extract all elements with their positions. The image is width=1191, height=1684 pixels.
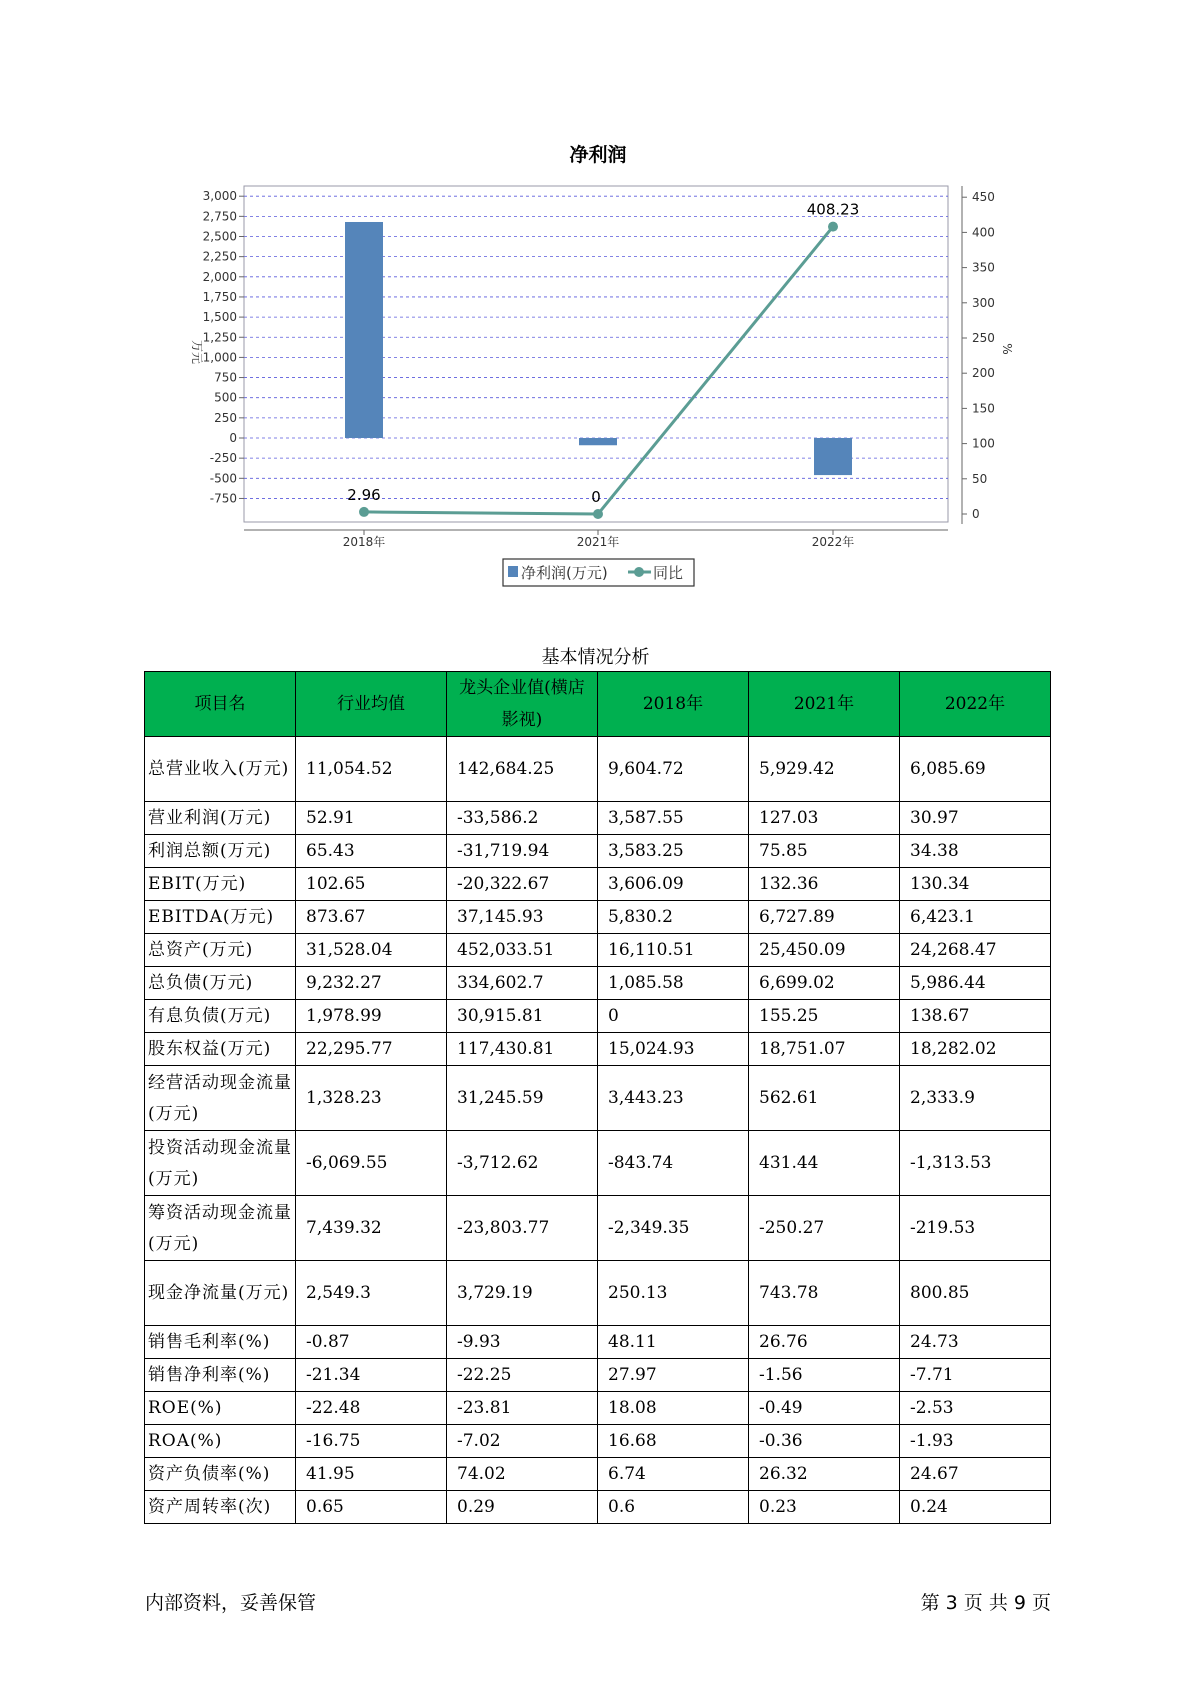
table-cell: -33,586.2	[447, 802, 598, 835]
bar	[814, 438, 852, 475]
row-label: 总营业收入(万元)	[145, 737, 296, 802]
table-cell: 5,830.2	[598, 901, 749, 934]
table-cell: 743.78	[749, 1261, 900, 1326]
row-label: ROE(%)	[145, 1392, 296, 1425]
table-cell: 452,033.51	[447, 934, 598, 967]
table-cell: 31,245.59	[447, 1066, 598, 1131]
x-tick-label: 2021年	[576, 535, 620, 549]
column-header: 2021年	[749, 672, 900, 737]
table-cell: 24.73	[900, 1326, 1051, 1359]
legend-bar-swatch	[508, 566, 518, 577]
table-cell: 142,684.25	[447, 737, 598, 802]
table-row	[145, 1491, 1051, 1524]
y-right-tick-label: 150	[972, 401, 995, 416]
y-left-tick-label: 2,000	[202, 269, 237, 284]
legend-line-label: 同比	[653, 564, 684, 582]
y-left-tick-label: 2,750	[202, 209, 237, 224]
table-cell: 6,699.02	[749, 967, 900, 1000]
table-row	[145, 1033, 1051, 1066]
chart-legend	[503, 559, 694, 586]
table-cell: 117,430.81	[447, 1033, 598, 1066]
table-cell: 6,085.69	[900, 737, 1051, 802]
table-cell: 30,915.81	[447, 1000, 598, 1033]
table-header-row	[145, 672, 1051, 737]
y-left-tick-label: 500	[214, 390, 237, 405]
y-right-tick-label: 350	[972, 260, 995, 275]
row-label: 筹资活动现金流量(万元)	[145, 1196, 296, 1261]
row-label: 有息负债(万元)	[145, 1000, 296, 1033]
table-cell: 18.08	[598, 1392, 749, 1425]
table-cell: 2,333.9	[900, 1066, 1051, 1131]
table-cell: -7.02	[447, 1425, 598, 1458]
table-row	[145, 1359, 1051, 1392]
table-cell: 0.23	[749, 1491, 900, 1524]
table-cell: -1.56	[749, 1359, 900, 1392]
table-cell: 0.65	[296, 1491, 447, 1524]
row-label: 总负债(万元)	[145, 967, 296, 1000]
table-row	[145, 737, 1051, 802]
table-cell: -250.27	[749, 1196, 900, 1261]
table-cell: -23.81	[447, 1392, 598, 1425]
line-path	[364, 227, 833, 514]
table-cell: -22.48	[296, 1392, 447, 1425]
x-tick-label: 2022年	[811, 535, 855, 549]
column-header: 龙头企业值(横店影视)	[447, 672, 598, 737]
table-cell: 7,439.32	[296, 1196, 447, 1261]
table-cell: 155.25	[749, 1000, 900, 1033]
y-right-tick-label: 250	[972, 331, 995, 345]
chart-title: 净利润	[569, 144, 627, 166]
row-label: 总资产(万元)	[145, 934, 296, 967]
table-cell: 562.61	[749, 1066, 900, 1131]
table-cell: 6,727.89	[749, 901, 900, 934]
table-cell: -21.34	[296, 1359, 447, 1392]
table-cell: -1,313.53	[900, 1131, 1051, 1196]
table-cell: 25,450.09	[749, 934, 900, 967]
line-point	[359, 507, 369, 517]
table-cell: -3,712.62	[447, 1131, 598, 1196]
table-cell: 41.95	[296, 1458, 447, 1491]
table-cell: 34.38	[900, 835, 1051, 868]
table-row	[145, 1425, 1051, 1458]
table-cell: 18,751.07	[749, 1033, 900, 1066]
table-cell: 1,978.99	[296, 1000, 447, 1033]
line-data-label: 0	[591, 488, 601, 506]
column-header: 2018年	[598, 672, 749, 737]
table-cell: -9.93	[447, 1326, 598, 1359]
table-cell: 3,587.55	[598, 802, 749, 835]
legend-bar-label: 净利润(万元)	[521, 564, 608, 582]
table-cell: 132.36	[749, 868, 900, 901]
y-left-tick-label: -250	[209, 451, 237, 466]
y-left-tick-label: 1,000	[202, 350, 237, 365]
table-cell: 127.03	[749, 802, 900, 835]
basic-analysis-table	[144, 671, 1051, 1524]
table-row	[145, 868, 1051, 901]
table-cell: 65.43	[296, 835, 447, 868]
table-cell: -1.93	[900, 1425, 1051, 1458]
y-left-tick-label: -500	[209, 471, 237, 486]
table-cell: 11,054.52	[296, 737, 447, 802]
table-row	[145, 1392, 1051, 1425]
y-left-tick-label: 0	[229, 431, 237, 445]
row-label: 投资活动现金流量(万元)	[145, 1131, 296, 1196]
y-left-tick-label: 2,250	[202, 249, 237, 264]
y-right-tick-label: 300	[972, 295, 995, 310]
table-cell: -6,069.55	[296, 1131, 447, 1196]
y-right-axis-title: %	[1000, 343, 1014, 355]
table-cell: 26.76	[749, 1326, 900, 1359]
table-cell: -31,719.94	[447, 835, 598, 868]
table-cell: 3,606.09	[598, 868, 749, 901]
table-cell: 3,443.23	[598, 1066, 749, 1131]
table-cell: 9,232.27	[296, 967, 447, 1000]
bar	[345, 222, 383, 438]
table-cell: 22,295.77	[296, 1033, 447, 1066]
table-cell: 334,602.7	[447, 967, 598, 1000]
table-row	[145, 967, 1051, 1000]
row-label: 资产负债率(%)	[145, 1458, 296, 1491]
bar-series	[345, 222, 852, 475]
footer-page-number: 第 3 页 共 9 页	[920, 1592, 1051, 1614]
y-left-tick-label: 1,500	[202, 310, 237, 325]
table-cell: 2,549.3	[296, 1261, 447, 1326]
table-cell: 873.67	[296, 901, 447, 934]
y-left-tick-label: 750	[214, 370, 237, 385]
y-right-tick-label: 200	[972, 366, 995, 381]
table-cell: 31,528.04	[296, 934, 447, 967]
table-cell: 0.24	[900, 1491, 1051, 1524]
x-tick-label: 2018年	[342, 535, 386, 549]
row-label: 经营活动现金流量(万元)	[145, 1066, 296, 1131]
table-cell: 800.85	[900, 1261, 1051, 1326]
legend-line-marker	[634, 567, 644, 577]
table-cell: 18,282.02	[900, 1033, 1051, 1066]
y-right-tick-label: 450	[972, 190, 995, 205]
bar	[579, 438, 617, 445]
table-cell: -0.36	[749, 1425, 900, 1458]
y-left-tick-label: -750	[209, 491, 237, 506]
table-cell: 102.65	[296, 868, 447, 901]
table-cell: 1,328.23	[296, 1066, 447, 1131]
table-cell: 52.91	[296, 802, 447, 835]
table-cell: 138.67	[900, 1000, 1051, 1033]
footer-confidential-note: 内部资料，妥善保管	[145, 1592, 317, 1614]
table-cell: -20,322.67	[447, 868, 598, 901]
table-cell: -219.53	[900, 1196, 1051, 1261]
table-row	[145, 802, 1051, 835]
table-cell: 48.11	[598, 1326, 749, 1359]
table-row	[145, 1131, 1051, 1196]
table-row	[145, 934, 1051, 967]
row-label: 股东权益(万元)	[145, 1033, 296, 1066]
table-cell: 16,110.51	[598, 934, 749, 967]
table-cell: 6.74	[598, 1458, 749, 1491]
column-header: 项目名	[145, 672, 296, 737]
table-row	[145, 901, 1051, 934]
row-label: 销售净利率(%)	[145, 1359, 296, 1392]
line-series	[347, 201, 859, 519]
table-cell: 9,604.72	[598, 737, 749, 802]
y-left-tick-label: 2,500	[202, 229, 237, 244]
table-cell: 130.34	[900, 868, 1051, 901]
y-right-tick-label: 0	[972, 507, 980, 521]
table-cell: 74.02	[447, 1458, 598, 1491]
line-data-label: 408.23	[806, 200, 860, 219]
y-right-tick-label: 100	[972, 436, 995, 451]
table-cell: 3,729.19	[447, 1261, 598, 1326]
line-point	[593, 509, 603, 519]
column-header: 2022年	[900, 672, 1051, 737]
table-cell: 26.32	[749, 1458, 900, 1491]
y-left-tick-label: 3,000	[202, 189, 237, 204]
table-cell: 5,986.44	[900, 967, 1051, 1000]
row-label: 资产周转率(次)	[145, 1491, 296, 1524]
row-label: ROA(%)	[145, 1425, 296, 1458]
table-cell: 15,024.93	[598, 1033, 749, 1066]
y-left-tick-label: 1,750	[202, 289, 237, 304]
column-header: 行业均值	[296, 672, 447, 737]
y-left-tick-label: 1,250	[202, 330, 237, 345]
table-cell: 3,583.25	[598, 835, 749, 868]
table-cell: 6,423.1	[900, 901, 1051, 934]
table-cell: -23,803.77	[447, 1196, 598, 1261]
table-cell: -2,349.35	[598, 1196, 749, 1261]
table-cell: 24.67	[900, 1458, 1051, 1491]
table-row	[145, 1196, 1051, 1261]
table-row	[145, 1458, 1051, 1491]
y-left-tick-label: 250	[214, 410, 237, 425]
table-cell: 27.97	[598, 1359, 749, 1392]
table-row	[145, 1261, 1051, 1326]
row-label: EBIT(万元)	[145, 868, 296, 901]
table-cell: 5,929.42	[749, 737, 900, 802]
table-cell: -16.75	[296, 1425, 447, 1458]
line-data-label: 2.96	[347, 485, 381, 504]
table-cell: -0.87	[296, 1326, 447, 1359]
table-cell: 250.13	[598, 1261, 749, 1326]
line-point	[828, 222, 838, 232]
table-row	[145, 1000, 1051, 1033]
table-cell: 30.97	[900, 802, 1051, 835]
table-cell: 24,268.47	[900, 934, 1051, 967]
row-label: EBITDA(万元)	[145, 901, 296, 934]
row-label: 利润总额(万元)	[145, 835, 296, 868]
table-cell: 0.6	[598, 1491, 749, 1524]
table-cell: -7.71	[900, 1359, 1051, 1392]
table-cell: 75.85	[749, 835, 900, 868]
table-cell: 16.68	[598, 1425, 749, 1458]
table-cell: -0.49	[749, 1392, 900, 1425]
table-cell: 1,085.58	[598, 967, 749, 1000]
table-cell: -2.53	[900, 1392, 1051, 1425]
row-label: 营业利润(万元)	[145, 802, 296, 835]
table-cell: -843.74	[598, 1131, 749, 1196]
table-cell: 431.44	[749, 1131, 900, 1196]
table-cell: 37,145.93	[447, 901, 598, 934]
table-caption: 基本情况分析	[541, 647, 650, 668]
table-row	[145, 1326, 1051, 1359]
y-right-tick-label: 50	[972, 471, 988, 486]
y-right-tick-label: 400	[972, 225, 995, 240]
row-label: 销售毛利率(%)	[145, 1326, 296, 1359]
row-label: 现金净流量(万元)	[145, 1261, 296, 1326]
table-row	[145, 835, 1051, 868]
net-profit-chart	[0, 0, 1191, 600]
table-cell: -22.25	[447, 1359, 598, 1392]
y-left-axis-title: 万元	[190, 339, 204, 365]
table-cell: 0	[598, 1000, 749, 1033]
table-row	[145, 1066, 1051, 1131]
table-cell: 0.29	[447, 1491, 598, 1524]
